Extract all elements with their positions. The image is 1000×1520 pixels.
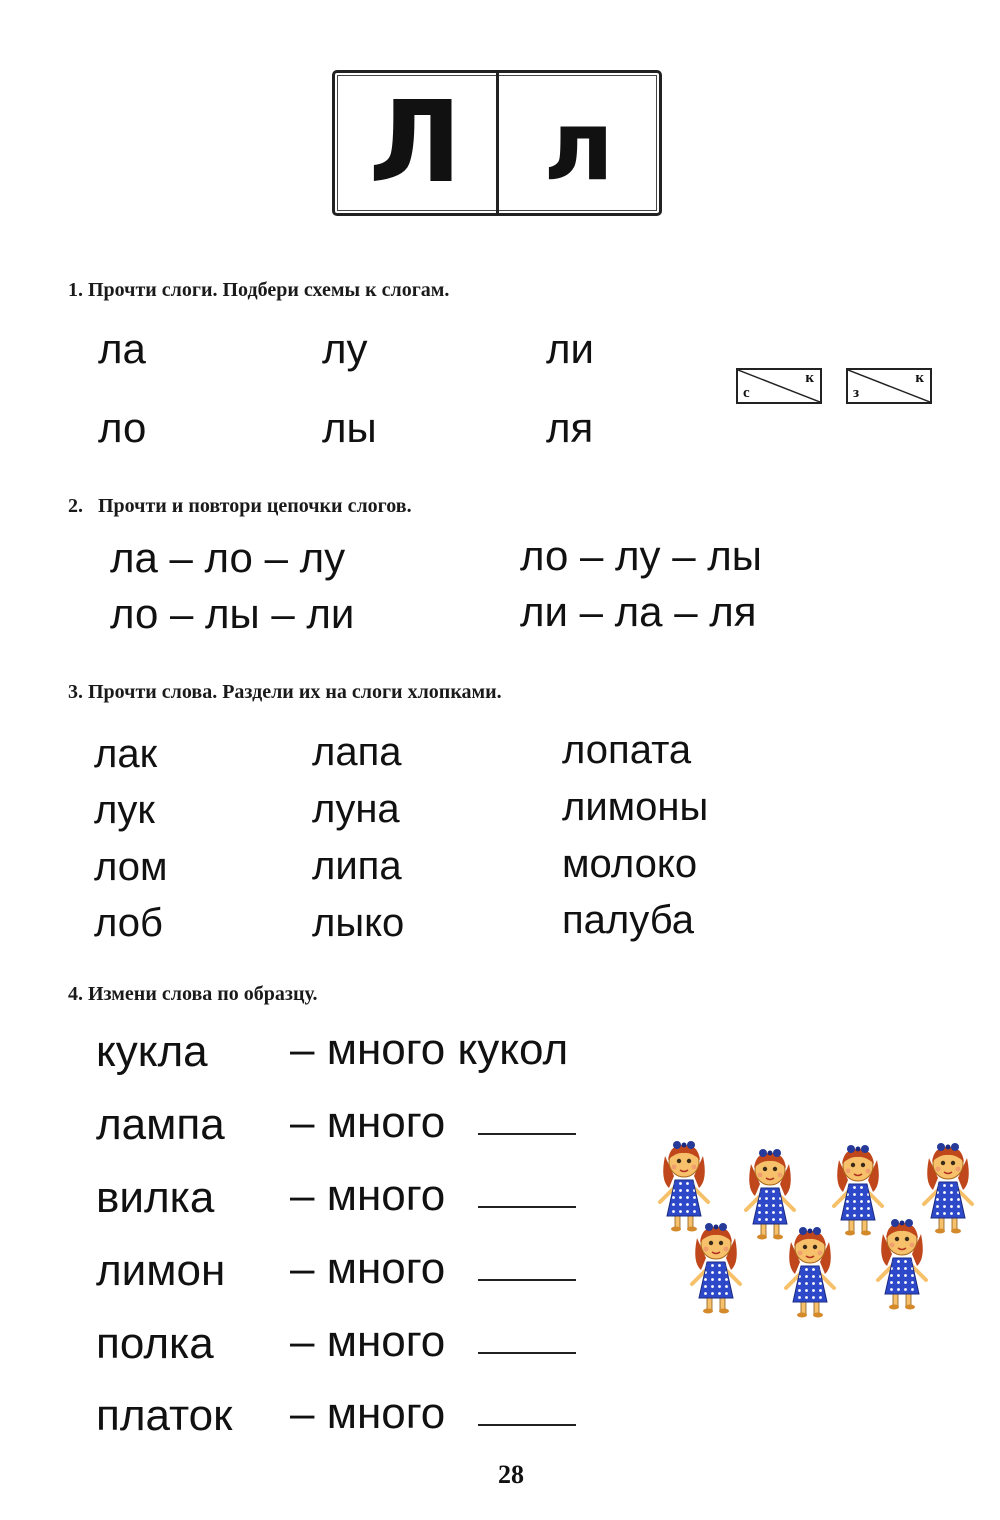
doll-figure [834,1145,882,1236]
doll-figure [924,1143,972,1234]
word: лапа [312,730,402,774]
lowercase-letter: л [543,90,614,202]
word: молоко [562,842,698,886]
word: палуба [562,898,694,942]
answer-blank[interactable] [478,1352,576,1354]
answer-blank[interactable] [478,1279,576,1281]
noun: лимон [96,1246,226,1295]
plural-prompt: – много [290,1098,446,1147]
scheme-left-letter: з [853,385,860,401]
task2-title: 2. Прочти и повтори цепочки слогов. [68,495,412,517]
noun: платок [96,1391,233,1440]
dolls-illustration [650,1130,980,1320]
syllable-scheme [736,368,822,404]
noun: лампа [96,1100,225,1149]
noun: кукла [96,1027,208,1076]
noun: вилка [96,1173,215,1222]
word: луна [312,787,400,831]
syllable: лы [322,404,377,451]
plural-prompt: – много [290,1389,446,1438]
syllable-chain: ло – лу – лы [520,532,762,579]
doll-figure [660,1141,708,1232]
scheme-right-letter: к [805,370,814,386]
letter-card [332,70,662,216]
scheme-right-letter: к [915,370,924,386]
plural-prompt: – много [290,1171,446,1220]
doll-figure [878,1219,926,1310]
word: лом [94,845,168,889]
answer-blank[interactable] [478,1206,576,1208]
syllable: ля [546,404,594,451]
word: липа [312,844,402,888]
syllable-chain: ла – ло – лу [110,534,346,581]
page-number: 28 [498,1460,524,1489]
noun: полка [96,1319,214,1368]
word: лук [94,788,155,832]
syllable-chain: ло – лы – ли [110,590,355,637]
plural-prompt: – много [290,1244,446,1293]
uppercase-letter: Л [335,73,499,213]
task1-title: 1. Прочти слоги. Подбери схемы к слогам. [68,279,450,301]
task4-title: 4. Измени слова по образцу. [68,983,318,1005]
syllable-scheme [846,368,932,404]
syllable-chain: ли – ла – ля [520,588,757,635]
word: лак [94,732,158,776]
doll-figure [692,1223,740,1314]
syllable: ло [98,404,147,451]
answer-blank[interactable] [478,1424,576,1426]
word: лыко [312,901,405,945]
doll-figure [746,1149,794,1240]
answer-blank[interactable] [478,1133,576,1135]
scheme-left-letter: с [743,385,750,401]
plural-example: – много кукол [290,1025,569,1074]
syllable: лу [322,325,368,372]
word: лимоны [562,785,709,829]
word: лопата [562,728,692,772]
syllable: ли [546,325,594,372]
task3-title: 3. Прочти слова. Раздели их на слоги хлопками. [68,681,502,703]
word: лоб [94,901,163,945]
syllable: ла [98,325,146,372]
plural-prompt: – много [290,1317,446,1366]
doll-figure [786,1227,834,1318]
